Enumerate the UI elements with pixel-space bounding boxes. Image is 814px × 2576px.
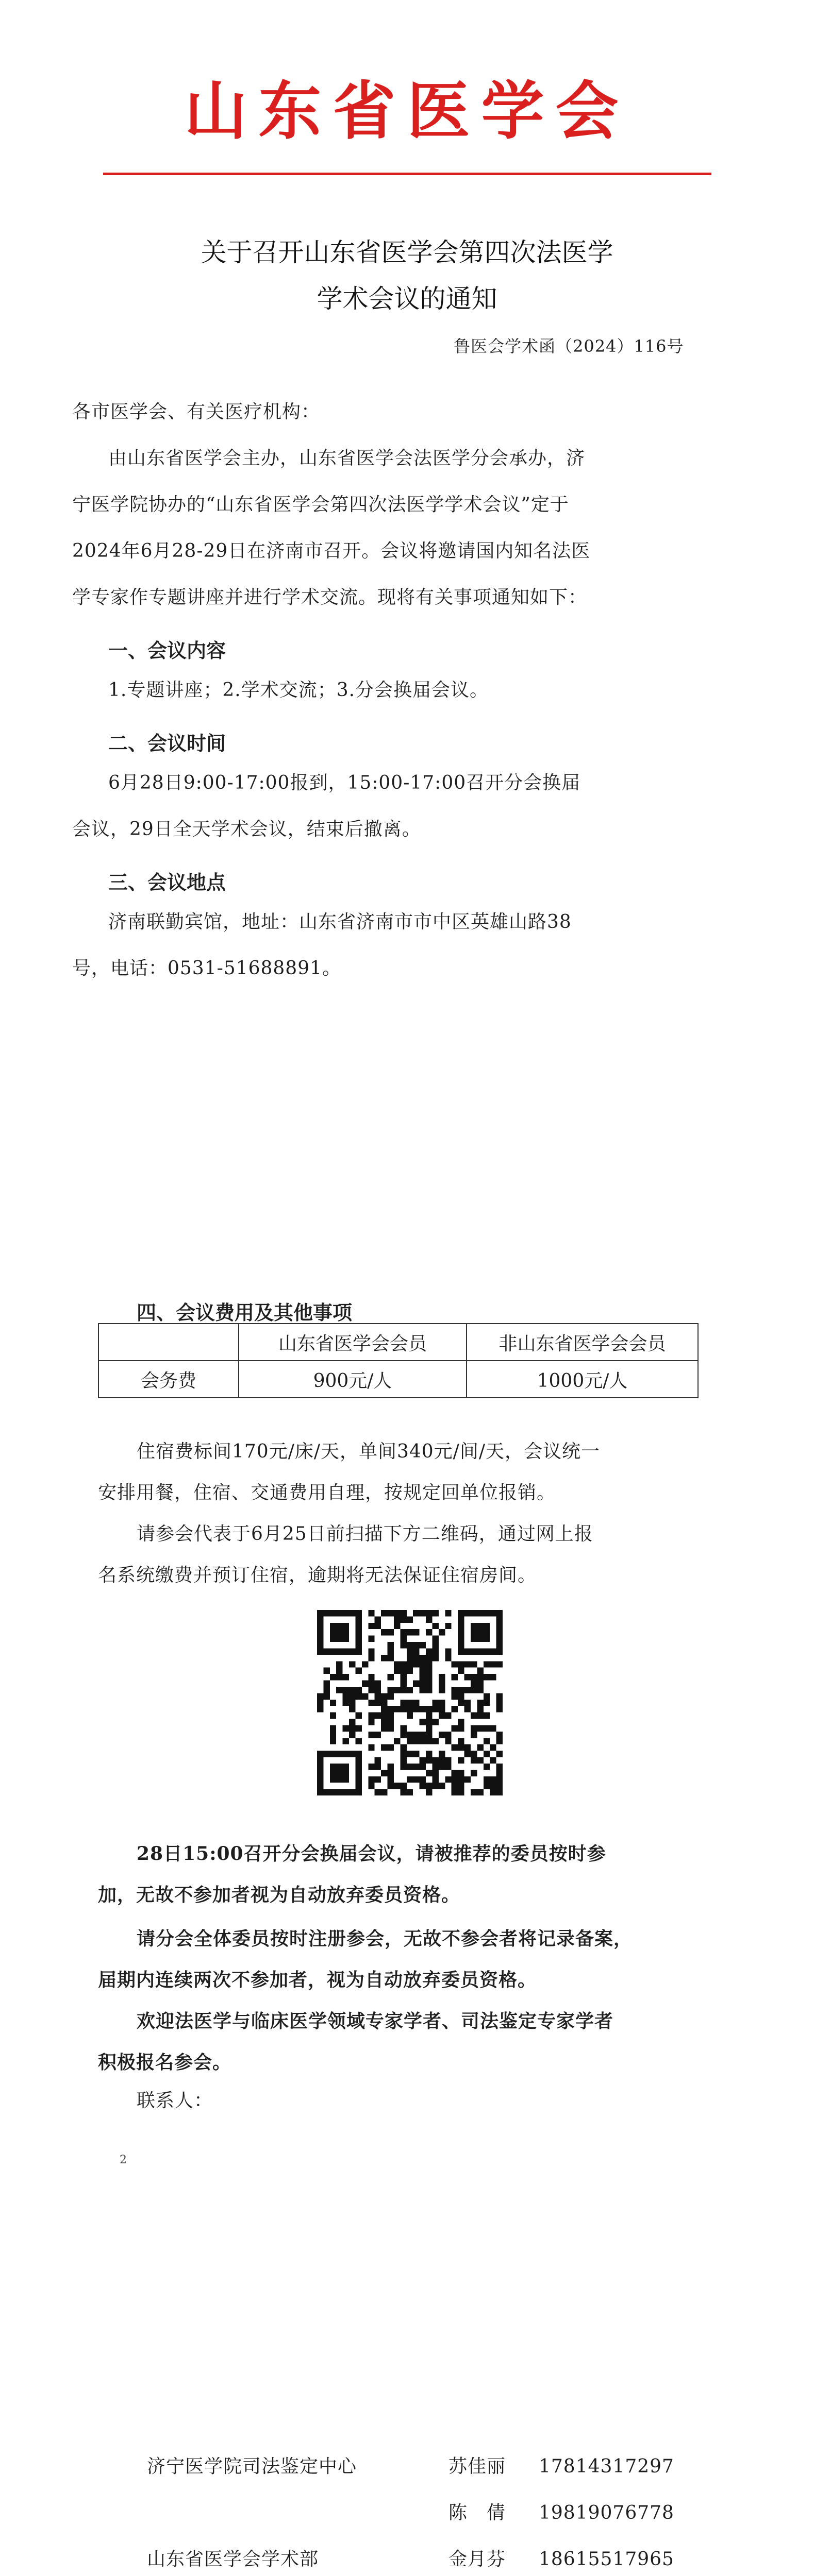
section-1-body: 1.专题讲座；2.学术交流；3.分会换届会议。 — [108, 680, 489, 701]
page-number-2: 2 — [120, 2154, 127, 2166]
salutation: 各市医学会、有关医疗机构： — [72, 401, 321, 422]
fee-table-row-label: 会务费 — [98, 1361, 239, 1398]
fee-table-member-header: 山东省医学会会员 — [239, 1324, 467, 1361]
fee-table-nonmember-fee: 1000元/人 — [467, 1361, 698, 1398]
intro-line-1: 由山东省医学会主办，山东省医学会法医学分会承办，济 — [108, 448, 586, 469]
election-line-2: 加，无故不参加者视为自动放弃委员资格。 — [98, 1884, 461, 1906]
election-line-1: 28日15:00召开分会换届会议，请被推荐的委员按时参 — [137, 1843, 606, 1865]
title-line-2: 学术会议的通知 — [317, 284, 497, 314]
lodging-line-2: 安排用餐，住宿、交通费用自理，按规定回单位报销。 — [98, 1482, 556, 1503]
masthead-red-rule — [103, 173, 711, 175]
welcome-line-1: 欢迎法医学与临床医学领域专家学者、司法鉴定专家学者 — [137, 2010, 614, 2032]
contact-phone-1: 17814317297 — [539, 2456, 674, 2477]
contact-org-3: 山东省医学会学术部 — [147, 2549, 319, 2570]
section-2-line-1: 6月28日9:00-17:00报到，15:00-17:00召开分会换届 — [108, 772, 581, 793]
section-3-line-1: 济南联勤宾馆，地址：山东省济南市市中区英雄山路38 — [108, 911, 572, 933]
register-line-1: 请参会代表于6月25日前扫描下方二维码，通过网上报 — [137, 1523, 593, 1545]
contact-name-1: 苏佳丽 — [448, 2456, 506, 2477]
section-4-title: 四、会议费用及其他事项 — [137, 1301, 353, 1324]
intro-line-3: 2024年6月28-29日在济南市召开。会议将邀请国内知名法医 — [72, 540, 591, 562]
fee-table-corner-cell — [98, 1324, 239, 1361]
section-3-line-2: 号，电话：0531-51688891。 — [72, 958, 342, 979]
page-1 — [0, 0, 814, 1150]
section-2-line-2: 会议，29日全天学术会议，结束后撤离。 — [72, 819, 421, 840]
registration-qr-code[interactable] — [317, 1610, 503, 1795]
lodging-line-1: 住宿费标间170元/床/天，单间340元/间/天，会议统一 — [137, 1441, 600, 1462]
section-1-title: 一、会议内容 — [108, 639, 226, 662]
contact-label: 联系人： — [137, 2090, 213, 2111]
fee-table-nonmember-header: 非山东省医学会会员 — [467, 1324, 698, 1361]
intro-line-2: 宁医学院协办的“山东省医学会第四次法医学学术会议”定于 — [72, 494, 569, 515]
attendance-line-2: 届期内连续两次不参加者，视为自动放弃委员资格。 — [98, 1969, 537, 1991]
welcome-line-2: 积极报名参会。 — [98, 2052, 232, 2073]
register-line-2: 名系统缴费并预订住宿，逾期将无法保证住宿房间。 — [98, 1565, 537, 1586]
section-2-title: 二、会议时间 — [108, 732, 226, 755]
masthead: 山东省医学会 — [184, 75, 630, 148]
fee-table-row — [98, 1361, 698, 1398]
doc-number: 鲁医会学术函（2024）116号 — [454, 336, 684, 356]
contact-org-1: 济宁医学院司法鉴定中心 — [147, 2456, 357, 2477]
contact-name-3: 金月芬 — [448, 2549, 506, 2570]
title-line-1: 关于召开山东省医学会第四次法医学 — [201, 238, 613, 267]
contact-phone-2: 19819076778 — [539, 2502, 674, 2523]
registration-qr-icon — [317, 1610, 503, 1795]
fee-table-member-fee: 900元/人 — [239, 1361, 467, 1398]
fee-table-header-row — [98, 1324, 698, 1361]
contact-name-2: 陈 倩 — [448, 2502, 506, 2523]
attendance-line-1: 请分会全体委员按时注册参会，无故不参会者将记录备案， — [137, 1928, 633, 1950]
section-3-title: 三、会议地点 — [108, 871, 226, 894]
contact-phone-3: 18615517965 — [539, 2549, 674, 2570]
fee-table — [98, 1323, 699, 1398]
page-3 — [0, 2300, 814, 2576]
intro-line-4: 学专家作专题讲座并进行学术交流。现将有关事项通知如下： — [72, 587, 588, 608]
